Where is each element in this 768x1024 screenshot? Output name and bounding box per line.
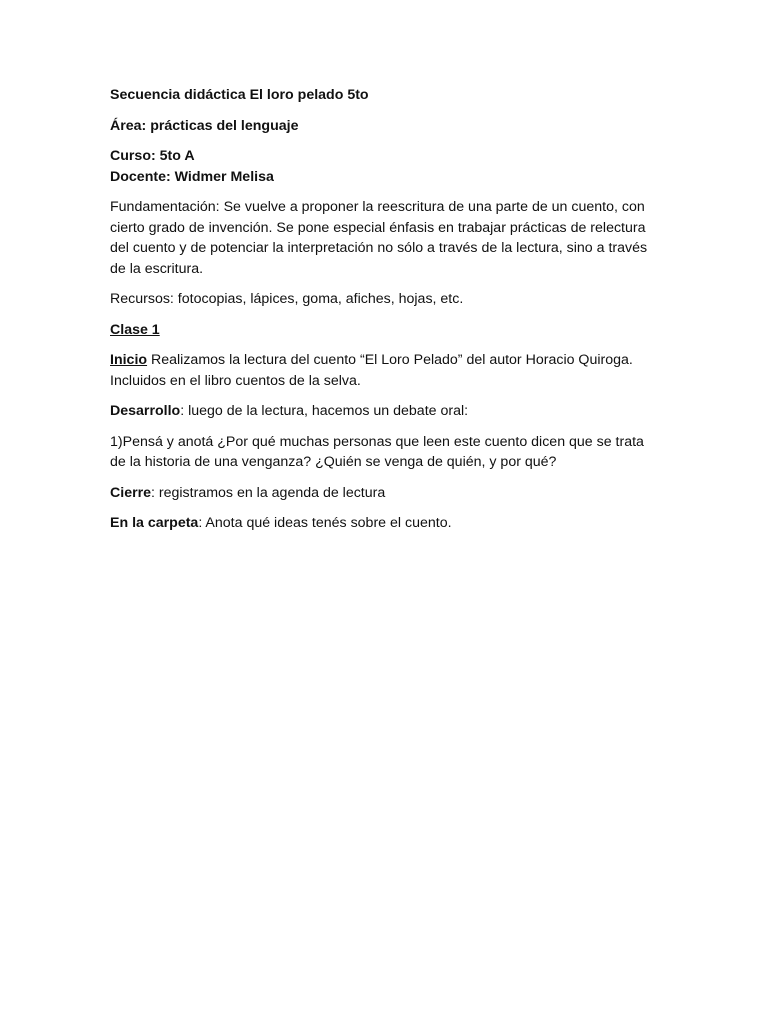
docente-line: Docente: Widmer Melisa <box>110 168 274 185</box>
cierre-paragraph <box>110 483 658 504</box>
curso-line: Curso: 5to A <box>110 148 195 164</box>
area-line: Área: prácticas del lenguaje <box>110 117 299 134</box>
carpeta-text: : Anota qué ideas tenés sobre el cuento. <box>198 515 452 531</box>
fundamentacion-paragraph: Fundamentación: Se vuelve a proponer la reescritura de una parte de un cuento, con cierto grado de invención. Se pone especial énfasis en trabajar prácticas de relectura del cuento y de potenciar la interpretación no sólo a través de la lectura, sino a través de la escritura. <box>110 199 648 277</box>
inicio-label: Inicio <box>110 352 148 368</box>
cierre-text: : registramos en la agenda de lectura <box>151 484 386 501</box>
carpeta-paragraph <box>110 513 658 534</box>
carpeta-label: En la carpeta <box>110 515 199 531</box>
clase-heading: Clase 1 <box>110 321 160 338</box>
cierre-label: Cierre <box>110 484 152 501</box>
pregunta-paragraph: 1)Pensá y anotá ¿Por qué muchas personas que leen este cuento dicen que se trata de la historia de una venganza? ¿Quién se venga de quién, y por qué? <box>110 433 644 470</box>
desarrollo-paragraph <box>110 401 658 422</box>
inicio-text: Realizamos la lectura del cuento “El Loro Pelado” del autor Horacio Quiroga. Incluidos en el libro cuentos de la selva. <box>110 352 633 389</box>
desarrollo-text: : luego de la lectura, hacemos un debate oral: <box>180 403 469 419</box>
desarrollo-label: Desarrollo <box>110 403 181 419</box>
inicio-paragraph <box>110 350 658 391</box>
document-page <box>110 85 658 544</box>
recursos-line: Recursos: fotocopias, lápices, goma, afiches, hojas, etc. <box>110 291 464 307</box>
document-title: Secuencia didáctica El loro pelado 5to <box>110 87 369 103</box>
